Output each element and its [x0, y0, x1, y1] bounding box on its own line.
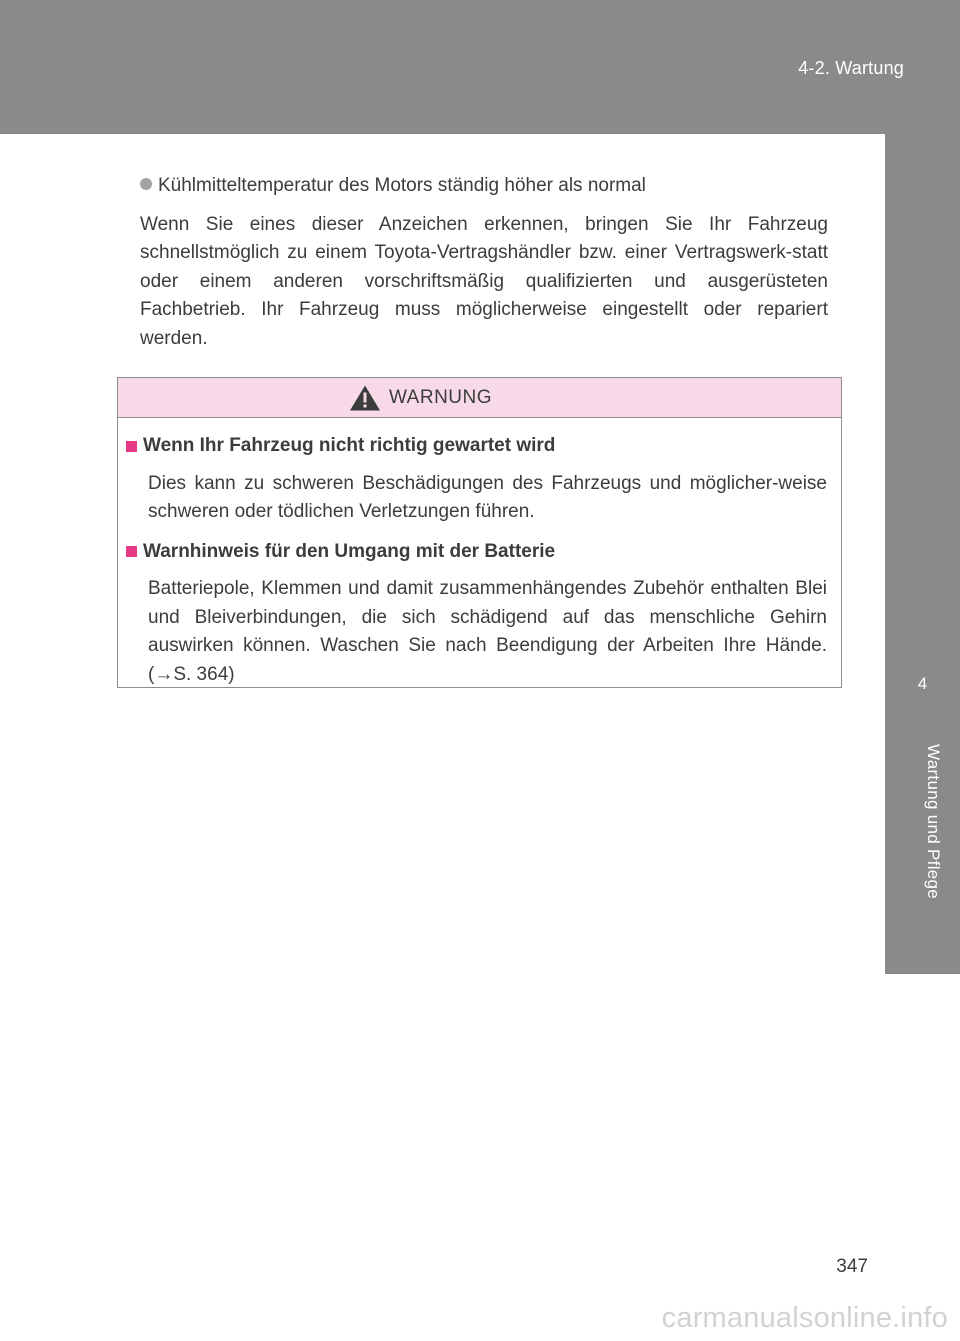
warning-body [118, 418, 841, 689]
warning-item-heading-text: Warnhinweis für den Umgang mit der Batterie [143, 540, 556, 562]
square-marker-icon [126, 441, 137, 452]
square-marker-icon [126, 546, 137, 557]
section-label: 4-2. Wartung [798, 58, 904, 78]
main-content [140, 172, 828, 353]
chapter-number: 4 [917, 674, 928, 693]
chapter-side-tab [885, 134, 960, 974]
warning-item-heading [126, 538, 827, 567]
watermark: carmanualsonline.info [661, 1302, 948, 1334]
bullet-dot-icon [140, 178, 152, 190]
page-number: 347 [836, 1256, 868, 1277]
page-header [0, 0, 960, 134]
bullet-text: Kühlmitteltemperatur des Motors ständig höher als normal [158, 175, 646, 196]
warning-item-heading [126, 432, 827, 461]
body-paragraph: Wenn Sie eines dieser Anzeichen erkennen, bringen Sie Ihr Fahrzeug schnellstmöglich zu einem Toyota-Vertragshändler bzw. einer Vertragswerk-statt oder einem anderen vorschriftsmäßig qualifizierten und ausgerüsteten Fachbetrieb. Ihr Fahrzeug muss möglicherweise eingestellt oder repariert werden. [140, 213, 828, 349]
bullet-item [140, 172, 828, 201]
warning-item-text: Dies kann zu schweren Beschädigungen des Fahrzeugs und möglicher-weise schweren oder tödlichen Verletzungen führen. [148, 472, 827, 522]
warning-title: WARNUNG [388, 386, 493, 408]
warning-item-text: Batteriepole, Klemmen und damit zusammenhängendes Zubehör enthalten Blei und Bleiverbindungen, die sich schädigend auf das menschliche Gehirn auswirken können. Waschen Sie nach Beendigung der Arbeiten Ihre Hände. (→S. 364) [148, 578, 827, 685]
warning-item-heading-text: Wenn Ihr Fahrzeug nicht richtig gewartet wird [143, 435, 556, 456]
warning-box [117, 377, 842, 688]
chapter-title: Wartung und Pflege [924, 744, 943, 900]
warning-header [118, 378, 841, 418]
warning-triangle-icon [349, 384, 381, 412]
